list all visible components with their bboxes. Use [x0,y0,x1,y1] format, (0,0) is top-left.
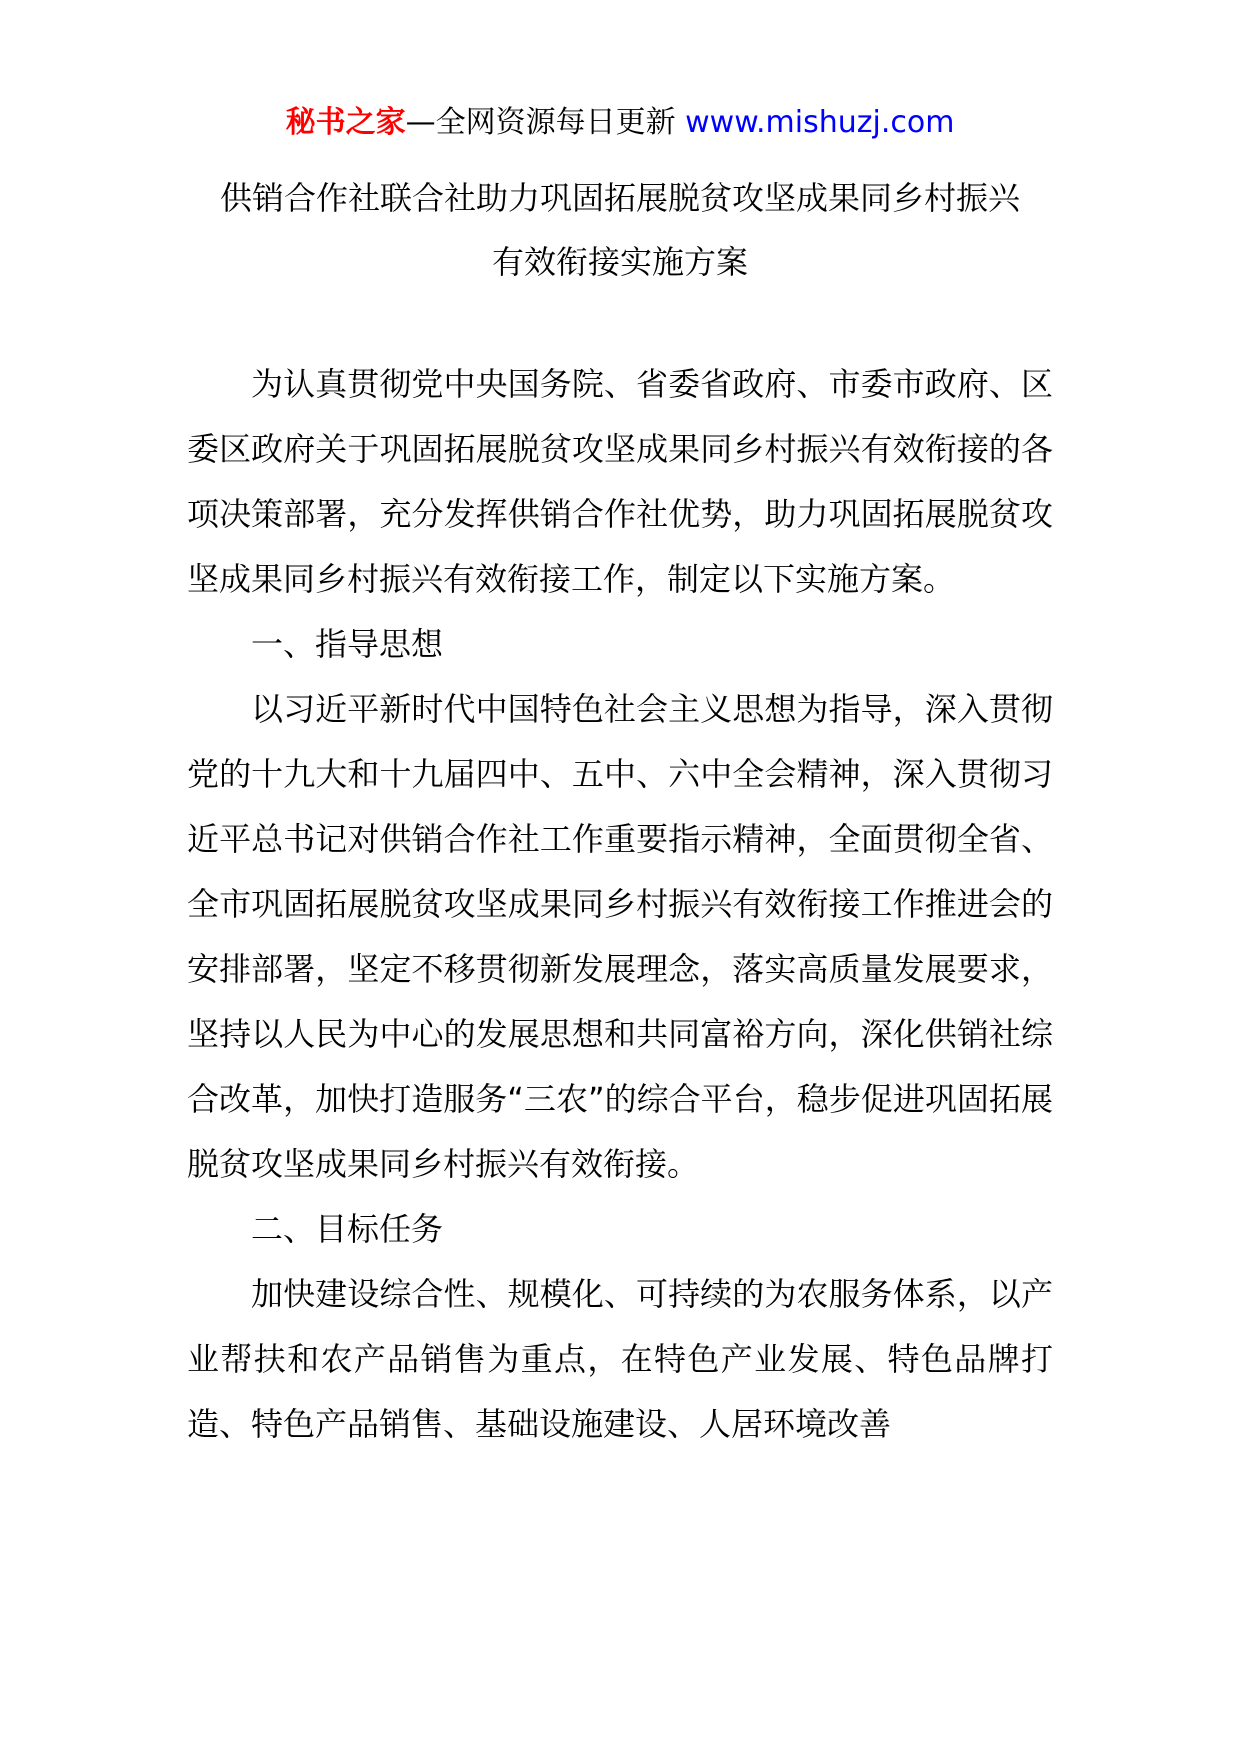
section-1-paragraph: 以习近平新时代中国特色社会主义思想为指导，深入贯彻党的十九大和十九届四中、五中、六中全会精神，深入贯彻习近平总书记对供销合作社工作重要指示精神，全面贯彻全省、全市巩固拓展脱贫攻坚成果同乡村振兴有效衔接工作推进会的安排部署，坚定不移贯彻新发展理念，落实高质量发展要求，坚持以人民为中心的发展思想和共同富裕方向，深化供销社综合改革，加快打造服务“三农”的综合平台，稳步促进巩固拓展脱贫攻坚成果同乡村振兴有效衔接。 [187,690,1053,1183]
site-header [0,100,1240,146]
site-brand: 秘书之家 [285,105,406,140]
section-heading-2: 二、目标任务 [251,1210,444,1248]
title-line-1: 供销合作社联合社助力巩固拓展脱贫攻坚成果同乡村振兴 [219,179,1020,217]
section-heading-1: 一、指导思想 [251,625,444,663]
document-title [0,166,1240,294]
section-2-paragraph: 加快建设综合性、规模化、可持续的为农服务体系，以产业帮扶和农产品销售为重点，在特色产业发展、特色品牌打造、特色产品销售、基础设施建设、人居环境改善 [187,1275,1053,1443]
site-url-link[interactable]: www.mishuzj.com [685,105,955,140]
site-tagline: —全网资源每日更新 [405,105,686,140]
intro-paragraph: 为认真贯彻党中央国务院、省委省政府、市委市政府、区委区政府关于巩固拓展脱贫攻坚成果同乡村振兴有效衔接的各项决策部署，充分发挥供销合作社优势，助力巩固拓展脱贫攻坚成果同乡村振兴有效衔接工作，制定以下实施方案。 [187,365,1053,598]
title-line-2: 有效衔接实施方案 [491,243,748,281]
document-body [187,352,1053,1457]
